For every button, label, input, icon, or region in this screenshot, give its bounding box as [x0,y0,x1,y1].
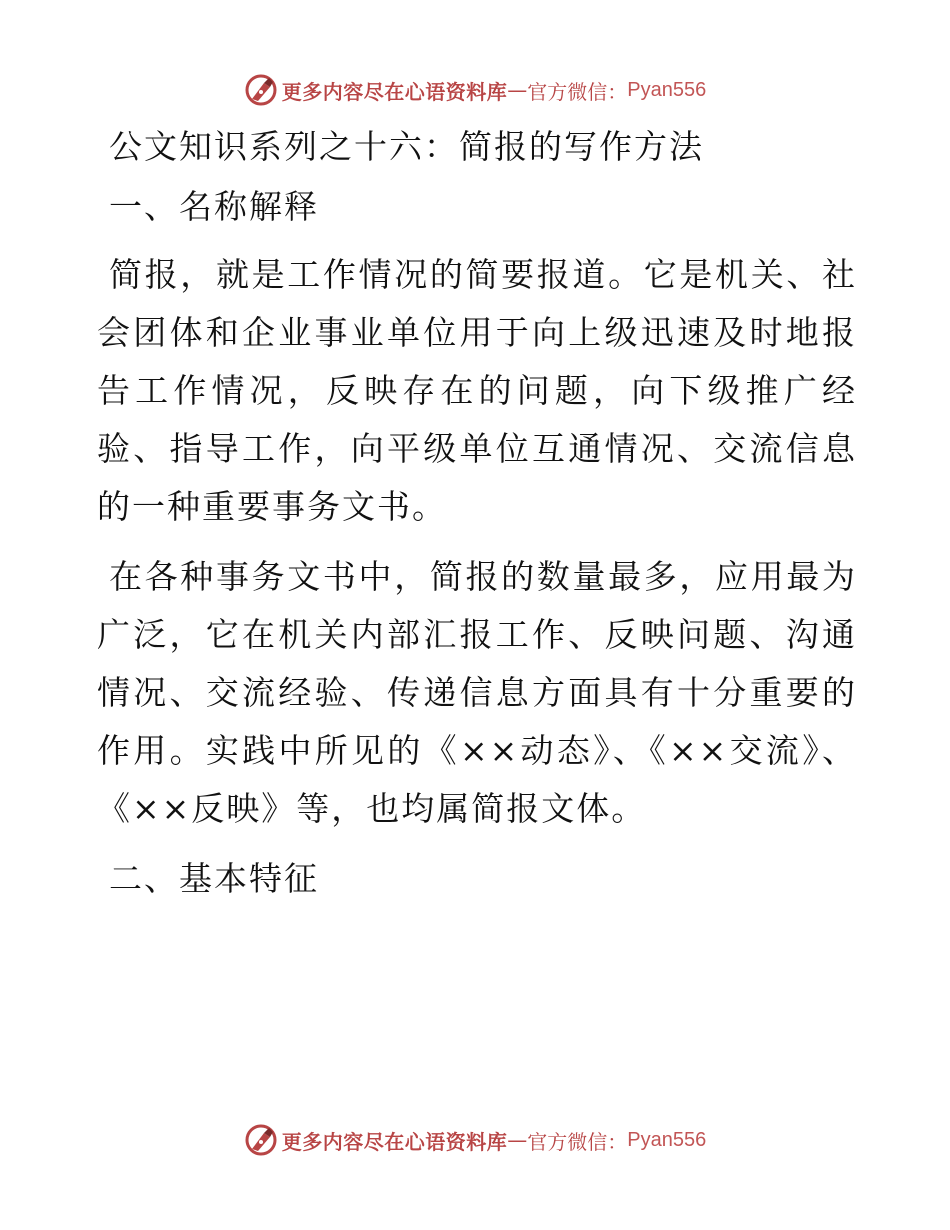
section-heading-1: 一、名称解释 [109,187,319,226]
watermark-separator: — [507,1128,528,1152]
section-heading-2: 二、基本特征 [109,859,319,898]
watermark-sub-text: 官方微信： [527,79,628,104]
watermark-main-text: 更多内容尽在心语资料库 [281,79,508,104]
document-body [97,118,857,918]
document-title: 公文知识系列之十六：简报的写作方法 [109,127,704,166]
footer-watermark [0,1120,950,1160]
watermark-wechat-id: Pyan556 [627,1128,707,1151]
pen-nib-logo-icon [244,73,278,107]
watermark-sub-text: 官方微信： [527,1129,628,1154]
watermark-separator: — [507,78,528,102]
header-watermark [0,70,950,110]
pen-nib-logo-icon [244,1123,278,1157]
watermark-main-text: 更多内容尽在心语资料库 [281,1129,508,1154]
paragraph-2: 在各种事务文书中，简报的数量最多，应用最为广泛，它在机关内部汇报工作、反映问题、沟通情况、交流经验、传递信息方面具有十分重要的作用。实践中所见的《××动态》、《××交流》、《××反映》等，也均属简报文体。 [97,557,857,828]
paragraph-1: 简报，就是工作情况的简要报道。它是机关、社会团体和企业事业单位用于向上级迅速及时地报告工作情况，反映存在的问题，向下级推广经验、指导工作，向平级单位互通情况、交流信息的一种重要事务文书。 [97,255,857,526]
watermark-wechat-id: Pyan556 [627,78,707,101]
